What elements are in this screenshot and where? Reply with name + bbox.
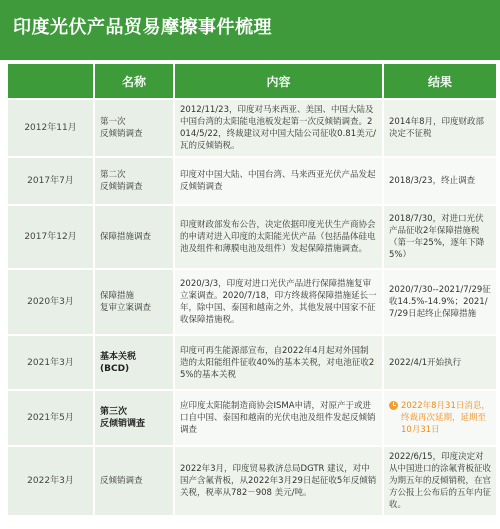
row-name: 第一次 反倾销调查: [94, 99, 174, 157]
row-content: 2012/11/23，印度对马来西亚、美国、中国大陆及中国台湾的太阳能电池板发起第一次反倾销调查。2014/5/22，终裁建议对中国大陆公司征收0.81美元/瓦的反倾销税。: [174, 99, 383, 157]
header-result: 结果: [383, 63, 497, 99]
row-name: 保障措施调查: [94, 205, 174, 269]
page-title: 印度光伏产品贸易摩擦事件梳理: [13, 17, 272, 38]
table-row: [7, 269, 497, 335]
table-row: [7, 157, 497, 205]
header-name: 名称: [94, 63, 174, 99]
header-date: [7, 63, 94, 99]
title-bar: [0, 0, 500, 60]
row-name: 基本关税 (BCD): [94, 335, 174, 390]
table-row: [7, 446, 497, 516]
row-result: 2022年8月31日消息，终裁再次延期，延期至10月31日: [401, 401, 490, 435]
friction-events-table: [6, 62, 498, 517]
row-date: 2021年3月: [7, 335, 94, 390]
result-with-icon: [389, 400, 491, 436]
table-row: [7, 99, 497, 157]
row-content: 印度财政部发布公告，决定依据印度光伏生产商协会的申请对进入印度的太阳能光伏产品（包括晶体硅电池及组件和薄膜电池及组件）发起保障措施调查。: [174, 205, 383, 269]
row-result: 2022/4/1开始执行: [383, 335, 497, 390]
header-content: 内容: [174, 63, 383, 99]
row-date: 2020年3月: [7, 269, 94, 335]
row-result: 2018/3/23，终止调查: [383, 157, 497, 205]
row-date: 2021年5月: [7, 390, 94, 446]
row-result: 2020/7/30--2021/7/29征收14.5%-14.9%；2021/7/29日起终止保障措施: [383, 269, 497, 335]
row-content: 应印度太阳能制造商协会ISMA申请，对原产于或进口自中国、泰国和越南的光伏电池及组件发起反倾销调查: [174, 390, 383, 446]
table-row: [7, 390, 497, 446]
row-date: 2017年7月: [7, 157, 94, 205]
row-result: 2022/6/15，印度决定对从中国进口的涂氟背板征收为期五年的反倾销税，在官方公报上公布后的五年内征收。: [383, 446, 497, 516]
row-name: 反倾销调查: [94, 446, 174, 516]
row-result: 2014年8月，印度财政部决定不征税: [383, 99, 497, 157]
row-content: 印度可再生能源部宣布，自2022年4月起对外国制造的太阳能组件征收40%的基本关税，对电池征收25%的基本关税: [174, 335, 383, 390]
table-header-row: [7, 63, 497, 99]
clock-icon: [389, 401, 398, 410]
row-name: 第二次 反倾销调查: [94, 157, 174, 205]
row-content: 印度对中国大陆、中国台湾、马来西亚光伏产品发起反倾销调查: [174, 157, 383, 205]
row-name: 第三次 反倾销调查: [94, 390, 174, 446]
table-row: [7, 335, 497, 390]
row-result: 2018/7/30，对进口光伏产品征收2年保障措施税（第一年25%，逐年下降5%）: [383, 205, 497, 269]
row-date: 2012年11月: [7, 99, 94, 157]
row-content: 2022年3月，印度贸易救济总局DGTR 建议，对中国产含氟背板，从2022年3月29日起征收5年反倾销关税，税率从782－908 美元/吨。: [174, 446, 383, 516]
row-date: 2022年3月: [7, 446, 94, 516]
row-date: 2017年12月: [7, 205, 94, 269]
row-name: 保障措施 复审立案调查: [94, 269, 174, 335]
table-row: [7, 205, 497, 269]
row-content: 2020/3/3，印度对进口光伏产品进行保障措施复审立案调查。2020/7/18，印方终裁将保障措施延长一年，除中国、泰国和越南之外，其他发展中国家不征收保障措施税。: [174, 269, 383, 335]
row-result-cell: [383, 390, 497, 446]
